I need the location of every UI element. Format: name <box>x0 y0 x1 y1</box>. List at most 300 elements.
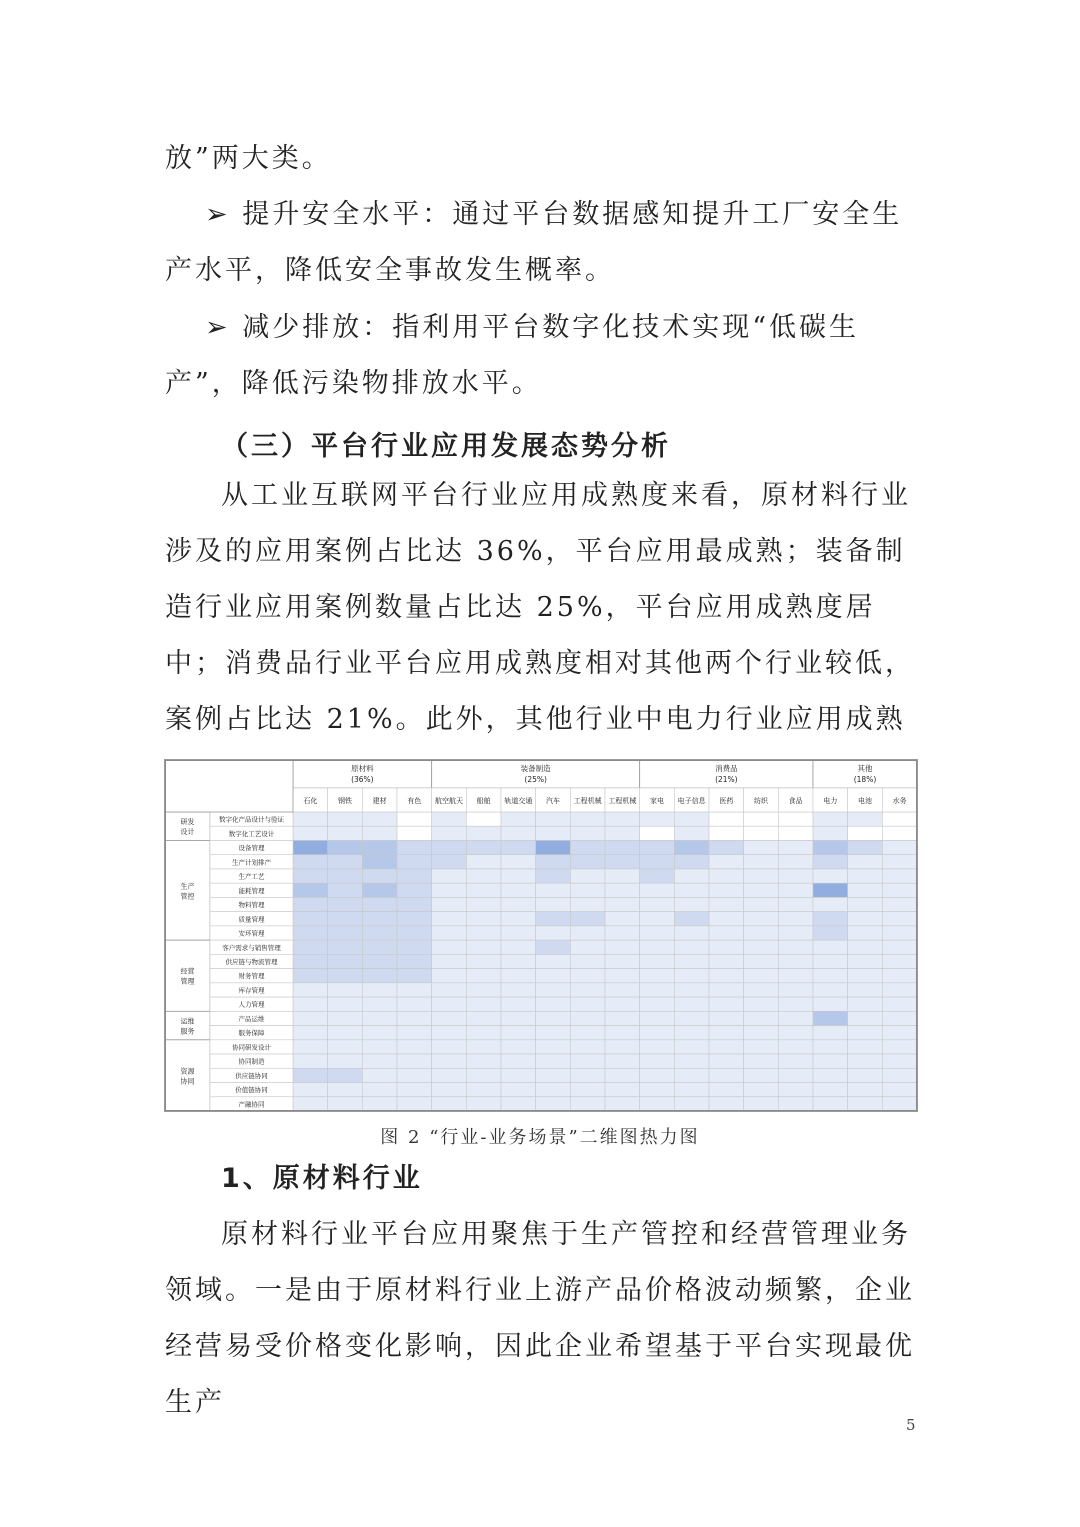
heatmap-cell <box>536 897 571 911</box>
heatmap-cell <box>674 897 709 911</box>
heatmap-cell <box>362 855 397 869</box>
heatmap-cell <box>536 940 571 954</box>
heatmap-cell <box>744 954 779 968</box>
heatmap-cell <box>674 1054 709 1068</box>
heatmap-cell <box>605 855 640 869</box>
heatmap-cell <box>882 1068 917 1082</box>
heatmap-cell <box>466 954 501 968</box>
heatmap-cell <box>293 1040 328 1054</box>
heatmap-cell <box>813 1083 848 1097</box>
heatmap-cell <box>674 912 709 926</box>
heatmap-cell <box>536 1040 571 1054</box>
heatmap-cell <box>362 1068 397 1082</box>
heatmap-cell <box>778 926 813 940</box>
heatmap-cell <box>674 869 709 883</box>
heatmap-cell <box>501 883 536 897</box>
heatmap-cell <box>570 926 605 940</box>
industry-column-label: 航空航天 <box>435 797 463 805</box>
heatmap-cell <box>362 954 397 968</box>
industry-column-label: 轨道交通 <box>504 797 533 805</box>
heatmap-cell <box>397 1054 432 1068</box>
scenario-row-label: 协同研发设计 <box>232 1043 271 1052</box>
heatmap-cell <box>709 1011 744 1025</box>
heatmap-cell <box>501 1054 536 1068</box>
industry-column-label: 工程机械 <box>608 797 637 805</box>
heatmap-cell <box>362 997 397 1011</box>
heatmap-cell <box>397 855 432 869</box>
heatmap-cell <box>293 855 328 869</box>
heatmap-cell <box>328 840 363 854</box>
industry-column-label: 船舶 <box>476 797 491 805</box>
heatmap-cell <box>501 855 536 869</box>
industry-column-label: 电力 <box>823 797 838 805</box>
heatmap-cell <box>570 912 605 926</box>
heatmap-cell <box>432 1068 467 1082</box>
heatmap-cell <box>328 1083 363 1097</box>
heatmap-cell <box>362 940 397 954</box>
heatmap-cell <box>640 983 675 997</box>
heatmap-chart <box>165 760 917 1111</box>
scenario-row-label: 生产计划排产 <box>232 858 271 867</box>
heatmap-cell <box>501 1040 536 1054</box>
heatmap-cell <box>813 1011 848 1025</box>
heatmap-cell <box>466 840 501 854</box>
heatmap-cell <box>709 855 744 869</box>
heatmap-cell <box>293 883 328 897</box>
heatmap-cell <box>536 826 571 840</box>
heatmap-cell <box>778 826 813 840</box>
heatmap-cell <box>501 1083 536 1097</box>
heatmap-cell <box>605 826 640 840</box>
heatmap-cell <box>570 1068 605 1082</box>
heatmap-cell <box>848 840 883 854</box>
heatmap-cell <box>813 1054 848 1068</box>
heatmap-cell <box>674 940 709 954</box>
heatmap-cell <box>397 1011 432 1025</box>
heatmap-cell <box>293 812 328 826</box>
heatmap-cell <box>744 926 779 940</box>
heatmap-cell <box>397 897 432 911</box>
industry-column-label: 钢铁 <box>338 797 352 805</box>
heatmap-cell <box>848 1011 883 1025</box>
heatmap-cell <box>328 1026 363 1040</box>
heatmap-cell <box>397 840 432 854</box>
heatmap-cell <box>362 983 397 997</box>
industry-column-label: 工程机械 <box>573 797 602 805</box>
heatmap-cell <box>848 1040 883 1054</box>
scenario-row-label: 数字化产品设计与验证 <box>219 815 284 824</box>
heatmap-cell <box>362 1083 397 1097</box>
scenario-group-label: 设计 <box>180 828 195 837</box>
heatmap-cell <box>397 1040 432 1054</box>
heatmap-cell <box>605 1097 640 1111</box>
heatmap-cell <box>501 1097 536 1111</box>
heatmap-cell <box>293 869 328 883</box>
heatmap-cell <box>813 1097 848 1111</box>
heatmap-cell <box>362 1040 397 1054</box>
heatmap-cell <box>536 1068 571 1082</box>
heatmap-cell <box>397 983 432 997</box>
heatmap-cell <box>882 883 917 897</box>
heatmap-cell <box>848 1083 883 1097</box>
heatmap-cell <box>397 1097 432 1111</box>
heatmap-cell <box>466 1068 501 1082</box>
heatmap-cell <box>778 855 813 869</box>
heatmap-cell <box>813 812 848 826</box>
heatmap-cell <box>674 883 709 897</box>
heatmap-cell <box>328 812 363 826</box>
heatmap-cell <box>882 812 917 826</box>
industry-column-label: 建材 <box>372 797 387 805</box>
heatmap-cell <box>674 1040 709 1054</box>
scenario-row-label: 财务管理 <box>238 972 265 981</box>
heatmap-cell <box>813 954 848 968</box>
heatmap-cell <box>397 1026 432 1040</box>
heatmap-cell <box>570 954 605 968</box>
heatmap-cell <box>432 897 467 911</box>
heatmap-cell <box>882 954 917 968</box>
heatmap-cell <box>362 1054 397 1068</box>
heatmap-cell <box>813 940 848 954</box>
heatmap-cell <box>293 983 328 997</box>
heatmap-cell <box>570 1040 605 1054</box>
scenario-group-label: 运维 <box>180 1017 195 1026</box>
heatmap-cell <box>848 983 883 997</box>
heatmap-cell <box>674 926 709 940</box>
heatmap-cell <box>293 1083 328 1097</box>
scenario-row-label: 生产工艺 <box>238 872 265 881</box>
heatmap-cell <box>328 983 363 997</box>
heatmap-cell <box>328 954 363 968</box>
heatmap-cell <box>501 812 536 826</box>
heatmap-cell <box>882 940 917 954</box>
industry-group-share: (18%) <box>853 775 877 784</box>
heatmap-cell <box>848 883 883 897</box>
heatmap-cell <box>466 897 501 911</box>
paragraph-maturity: 从工业互联网平台行业应用成熟度来看，原材料行业涉及的应用案例占比达 36%，平台应用最成熟；装备制造行业应用案例数量占比达 25%，平台应用成熟度居中；消费品行业平台应用成熟度相对其他两个行业较低，案例占比达 21%。此外，其他行业中电力行业应用成熟 <box>165 480 915 735</box>
industry-column-label: 电池 <box>858 797 872 805</box>
scenario-row-label: 安环管理 <box>238 929 265 938</box>
heatmap-cell <box>640 940 675 954</box>
heatmap-cell <box>709 1040 744 1054</box>
heatmap-cell <box>778 869 813 883</box>
heatmap-cell <box>293 1054 328 1068</box>
heatmap-cell <box>466 983 501 997</box>
heatmap-cell <box>882 1040 917 1054</box>
heatmap-cell <box>536 1026 571 1040</box>
heatmap-cell <box>882 840 917 854</box>
heatmap-cell <box>848 897 883 911</box>
heatmap-cell <box>293 912 328 926</box>
heatmap-cell <box>362 826 397 840</box>
heatmap-cell <box>328 969 363 983</box>
heatmap-cell <box>570 897 605 911</box>
heatmap-cell <box>605 997 640 1011</box>
heatmap-cell <box>882 855 917 869</box>
heatmap-corner <box>165 760 293 812</box>
scenario-row-label: 数字化工艺设计 <box>228 829 275 838</box>
heatmap-cell <box>778 883 813 897</box>
heatmap-cell <box>397 954 432 968</box>
section-heading: （三）平台行业应用发展态势分析 <box>221 431 671 462</box>
industry-group-label: 原材料 <box>351 764 374 773</box>
heatmap-cell <box>536 1083 571 1097</box>
heatmap-cell <box>432 1097 467 1111</box>
heatmap-cell <box>328 1040 363 1054</box>
heatmap-cell <box>570 1054 605 1068</box>
industry-column-label: 医药 <box>719 797 734 805</box>
heatmap-cell <box>778 954 813 968</box>
heatmap-cell <box>778 1068 813 1082</box>
heatmap-cell <box>536 983 571 997</box>
heatmap-cell <box>501 983 536 997</box>
heatmap-cell <box>293 840 328 854</box>
heatmap-cell <box>882 926 917 940</box>
scenario-row-label: 客户需求与销售管理 <box>222 943 281 952</box>
heatmap-cell <box>570 869 605 883</box>
heatmap-cell <box>328 869 363 883</box>
scenario-row-label: 供应链协同 <box>235 1071 268 1080</box>
heatmap-cell <box>605 926 640 940</box>
scenario-row-label: 产融协同 <box>238 1100 265 1109</box>
heatmap-cell <box>432 1026 467 1040</box>
heatmap-cell <box>709 897 744 911</box>
heatmap-cell <box>744 855 779 869</box>
heatmap-cell <box>605 812 640 826</box>
heatmap-cell <box>432 812 467 826</box>
heatmap-cell <box>744 897 779 911</box>
heatmap-cell <box>605 983 640 997</box>
heatmap-cell <box>605 897 640 911</box>
heatmap-cell <box>882 969 917 983</box>
industry-column-label: 电子信息 <box>677 797 706 805</box>
heatmap-cell <box>328 826 363 840</box>
heatmap-cell <box>466 883 501 897</box>
scenario-row-label: 价值链协同 <box>235 1086 268 1095</box>
heatmap-cell <box>813 869 848 883</box>
heatmap-cell <box>536 926 571 940</box>
heatmap-cell <box>744 997 779 1011</box>
industry-group-share: (21%) <box>715 775 738 784</box>
heatmap-cell <box>536 954 571 968</box>
heatmap-cell <box>397 1083 432 1097</box>
scenario-group-label: 资源 <box>180 1067 195 1076</box>
industry-group-label: 装备制造 <box>520 764 551 773</box>
heatmap-cell <box>293 897 328 911</box>
heatmap-cell <box>570 940 605 954</box>
industry-column-label: 水务 <box>892 797 907 805</box>
heatmap-cell <box>432 826 467 840</box>
heatmap-cell <box>778 897 813 911</box>
scenario-row-label: 能耗管理 <box>238 886 265 895</box>
heatmap-cell <box>397 1068 432 1082</box>
heatmap-cell <box>744 1054 779 1068</box>
heatmap-cell <box>778 997 813 1011</box>
heatmap-cell <box>536 855 571 869</box>
heatmap-cell <box>501 840 536 854</box>
heatmap-cell <box>640 897 675 911</box>
heatmap-cell <box>848 940 883 954</box>
heatmap-cell <box>570 983 605 997</box>
heatmap-cell <box>882 826 917 840</box>
heatmap-cell <box>709 1097 744 1111</box>
heatmap-cell <box>744 1083 779 1097</box>
heatmap-cell <box>640 926 675 940</box>
heatmap-cell <box>570 1097 605 1111</box>
heatmap-cell <box>709 812 744 826</box>
heatmap-cell <box>432 855 467 869</box>
heatmap-cell <box>432 1011 467 1025</box>
heatmap-cell <box>848 926 883 940</box>
heatmap-cell <box>709 912 744 926</box>
heatmap-cell <box>640 869 675 883</box>
scenario-row-label: 协同制造 <box>238 1057 265 1066</box>
heatmap-cell <box>362 883 397 897</box>
heatmap-cell <box>536 912 571 926</box>
heatmap-cell <box>293 940 328 954</box>
heatmap-cell <box>466 1026 501 1040</box>
scenario-row-label: 产品运维 <box>238 1014 265 1023</box>
heatmap-cell <box>397 969 432 983</box>
heatmap-cell <box>813 983 848 997</box>
heatmap-cell <box>709 869 744 883</box>
heatmap-cell <box>778 1054 813 1068</box>
heatmap-cell <box>882 1026 917 1040</box>
heatmap-cell <box>501 1068 536 1082</box>
scenario-group-label: 服务 <box>180 1027 195 1036</box>
heatmap-cell <box>362 897 397 911</box>
heatmap-cell <box>640 1054 675 1068</box>
heatmap-cell <box>674 855 709 869</box>
heatmap-cell <box>674 840 709 854</box>
heatmap-cell <box>466 1083 501 1097</box>
heatmap-cell <box>640 912 675 926</box>
heatmap-cell <box>536 1054 571 1068</box>
heatmap-cell <box>432 997 467 1011</box>
heatmap-cell <box>640 840 675 854</box>
page-number: 5 <box>906 1416 916 1434</box>
heatmap-cell <box>432 1054 467 1068</box>
heatmap-cell <box>570 812 605 826</box>
scenario-group-label: 生产 <box>180 882 195 891</box>
heatmap-cell <box>674 969 709 983</box>
industry-column-label: 食品 <box>788 797 803 805</box>
heatmap-cell <box>848 826 883 840</box>
heatmap-cell <box>882 869 917 883</box>
heatmap-cell <box>328 926 363 940</box>
heatmap-cell <box>813 969 848 983</box>
heatmap-cell <box>570 1026 605 1040</box>
scenario-row-label: 服务保障 <box>238 1029 265 1038</box>
heatmap-cell <box>397 883 432 897</box>
heatmap-cell <box>640 812 675 826</box>
heatmap-cell <box>432 840 467 854</box>
heatmap-cell <box>466 826 501 840</box>
heatmap-cell <box>813 855 848 869</box>
industry-group-label: 消费品 <box>715 764 738 773</box>
heatmap-cell <box>605 1040 640 1054</box>
heatmap-cell <box>328 1068 363 1082</box>
heatmap-cell <box>709 1083 744 1097</box>
heatmap-cell <box>501 912 536 926</box>
heatmap-cell <box>640 1011 675 1025</box>
heatmap-cell <box>362 869 397 883</box>
heatmap-cell <box>674 1026 709 1040</box>
heatmap-cell <box>674 1083 709 1097</box>
heatmap-cell <box>466 869 501 883</box>
scenario-row-label: 库存管理 <box>238 986 265 995</box>
heatmap-cell <box>466 855 501 869</box>
heatmap-cell <box>709 826 744 840</box>
heatmap-cell <box>362 912 397 926</box>
heatmap-cell <box>536 997 571 1011</box>
heatmap-cell <box>848 1068 883 1082</box>
heatmap-cell <box>501 826 536 840</box>
scenario-row-label: 供应链与物流管理 <box>225 958 278 966</box>
heatmap-cell <box>640 855 675 869</box>
heatmap-cell <box>848 954 883 968</box>
industry-column-label: 汽车 <box>546 797 560 805</box>
heatmap-cell <box>605 940 640 954</box>
heatmap-cell <box>432 969 467 983</box>
heatmap-cell <box>813 912 848 926</box>
heatmap-cell <box>536 1011 571 1025</box>
heatmap-cell <box>640 883 675 897</box>
heatmap-cell <box>605 869 640 883</box>
heatmap-cell <box>882 1083 917 1097</box>
heatmap-cell <box>640 1040 675 1054</box>
heatmap-cell <box>778 1083 813 1097</box>
scenario-row-label: 质量管理 <box>238 915 265 924</box>
heatmap-cell <box>640 1097 675 1111</box>
heatmap-cell <box>362 1011 397 1025</box>
heatmap-cell <box>848 869 883 883</box>
heatmap-cell <box>744 883 779 897</box>
heatmap-cell <box>536 969 571 983</box>
industry-column-label: 石化 <box>303 797 318 805</box>
heatmap-cell <box>397 940 432 954</box>
heatmap-cell <box>432 983 467 997</box>
heatmap-cell <box>744 869 779 883</box>
heatmap-cell <box>362 1026 397 1040</box>
heatmap-cell <box>432 954 467 968</box>
heatmap-cell <box>744 912 779 926</box>
heatmap-cell <box>778 1097 813 1111</box>
heatmap-cell <box>397 869 432 883</box>
heatmap-cell <box>328 1011 363 1025</box>
heatmap-cell <box>778 912 813 926</box>
heatmap-cell <box>709 883 744 897</box>
heatmap-cell <box>501 926 536 940</box>
heatmap-cell <box>397 997 432 1011</box>
heatmap-cell <box>848 1026 883 1040</box>
heatmap-cell <box>328 912 363 926</box>
heatmap-cell <box>328 1054 363 1068</box>
scenario-group-label: 研发 <box>180 818 195 827</box>
heatmap-cell <box>744 812 779 826</box>
heatmap-cell <box>744 940 779 954</box>
heatmap-cell <box>362 969 397 983</box>
heatmap-cell <box>501 1011 536 1025</box>
heatmap-cell <box>362 840 397 854</box>
heatmap-cell <box>397 912 432 926</box>
industry-column-label: 纺织 <box>754 797 768 805</box>
heatmap-cell <box>501 997 536 1011</box>
heatmap-cell <box>605 1054 640 1068</box>
heatmap-cell <box>778 940 813 954</box>
heatmap-cell <box>293 1097 328 1111</box>
heatmap-cell <box>328 1097 363 1111</box>
